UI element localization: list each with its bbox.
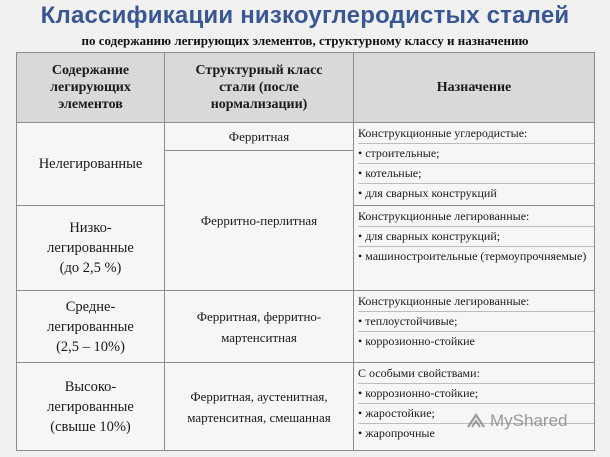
cell-content-unalloyed: Нелегированные <box>17 123 165 206</box>
page-subtitle: по содержанию легирующих элементов, структурному классу и назначению <box>81 33 529 48</box>
cell-purpose-medium-alloy: Конструкционные легированные: • теплоустойчивые; • коррозионно-стойкие <box>354 291 595 363</box>
table-row <box>17 291 595 363</box>
header-row <box>17 53 595 123</box>
page-title: Классификации низкоуглеродистых сталей <box>40 2 570 29</box>
header-content: Содержание легирующих элементов <box>17 53 165 123</box>
cell-structure-mixed: Ферритная, аустенитная, мартенситная, смешанная <box>165 363 354 451</box>
header-purpose: Назначение <box>354 53 595 123</box>
watermark <box>466 411 567 431</box>
header-structure: Структурный класс стали (после нормализации) <box>165 53 354 123</box>
cell-content-medium-alloy: Средне-легированные (2,5 – 10%) <box>17 291 165 363</box>
cell-structure-ferrite-pearlite: Ферритно-перлитная <box>165 151 354 291</box>
table-row <box>17 363 595 451</box>
cell-structure-ferritic-martensitic: Ферритная, ферритно-мартенситная <box>165 291 354 363</box>
classification-table <box>16 52 595 451</box>
table-row <box>17 123 595 151</box>
cell-purpose-high-alloy: С особыми свойствами: • коррозионно-стойкие; • жаростойкие; • жаропрочные <box>354 363 595 451</box>
cell-content-high-alloy: Высоко-легированные (свыше 10%) <box>17 363 165 451</box>
watermark-text: MyShared <box>490 411 568 430</box>
cell-content-low-alloy: Низко-легированные (до 2,5 %) <box>17 206 165 291</box>
cell-purpose-low-alloy: Конструкционные легированные: • для сварных конструкций; • машиностроительные (термоупрочняемые) <box>354 206 595 291</box>
cell-structure-ferritic: Ферритная <box>165 123 354 151</box>
myshared-logo-icon <box>466 413 486 429</box>
cell-purpose-unalloyed: Конструкционные углеродистые: • строительные; • котельные; • для сварных конструкций <box>354 123 595 206</box>
